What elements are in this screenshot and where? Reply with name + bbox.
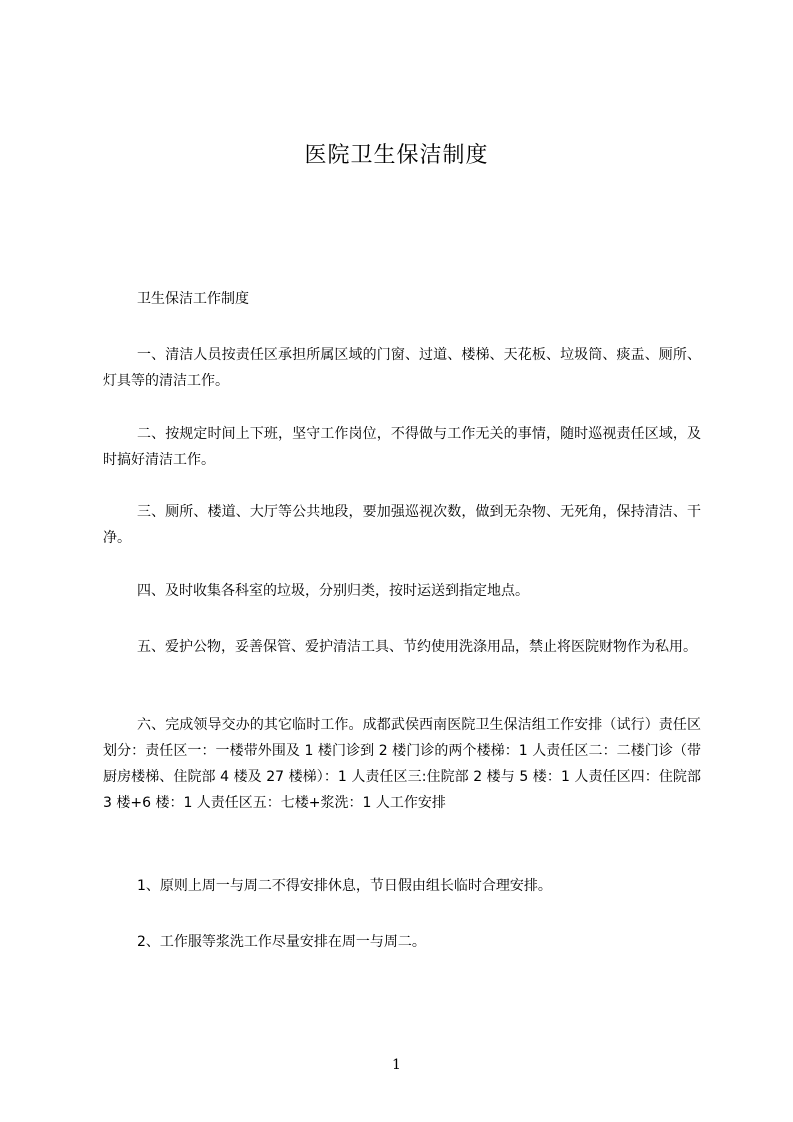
document-title: 医院卫生保洁制度 bbox=[304, 143, 489, 168]
section-heading: 卫生保洁工作制度 bbox=[137, 291, 249, 307]
rule-paragraph-3: 三、厕所、楼道、大厅等公共地段，要加强巡视次数，做到无杂物、无死角，保持清洁、干净。 bbox=[103, 504, 701, 546]
rule-paragraph-4: 四、及时收集各科室的垃圾，分别归类，按时运送到指定地点。 bbox=[137, 583, 529, 599]
rule-paragraph-1: 一、清洁人员按责任区承担所属区域的门窗、过道、楼梯、天花板、垃圾筒、痰盂、厕所、灯具等的清洁工作。 bbox=[103, 347, 701, 389]
page-number: 1 bbox=[392, 1057, 401, 1073]
schedule-paragraph-1: 1、原则上周一与周二不得安排休息，节日假由组长临时合理安排。 bbox=[137, 878, 552, 894]
rule-paragraph-6: 六、完成领导交办的其它临时工作。成都武侯西南医院卫生保洁组工作安排（试行）责任区划分：责任区一：一楼带外围及 1 楼门诊到 2 楼门诊的两个楼梯：1 人责任区二：二楼门诊（带厨房楼梯、住院部 4 楼及 27 楼梯）：1 人责任区三:住院部 2 楼与 5 楼：1 人责任区四：住院部 3 楼+6 楼：1 人责任区五：七楼+浆洗：1 人工作安排 bbox=[103, 717, 701, 811]
rule-paragraph-2: 二、按规定时间上下班，坚守工作岗位，不得做与工作无关的事情，随时巡视责任区域，及时搞好清洁工作。 bbox=[103, 426, 701, 468]
schedule-paragraph-2: 2、工作服等浆洗工作尽量安排在周一与周二。 bbox=[137, 934, 426, 950]
rule-paragraph-5: 五、爱护公物，妥善保管、爱护清洁工具、节约使用洗涤用品，禁止将医院财物作为私用。 bbox=[137, 639, 697, 655]
